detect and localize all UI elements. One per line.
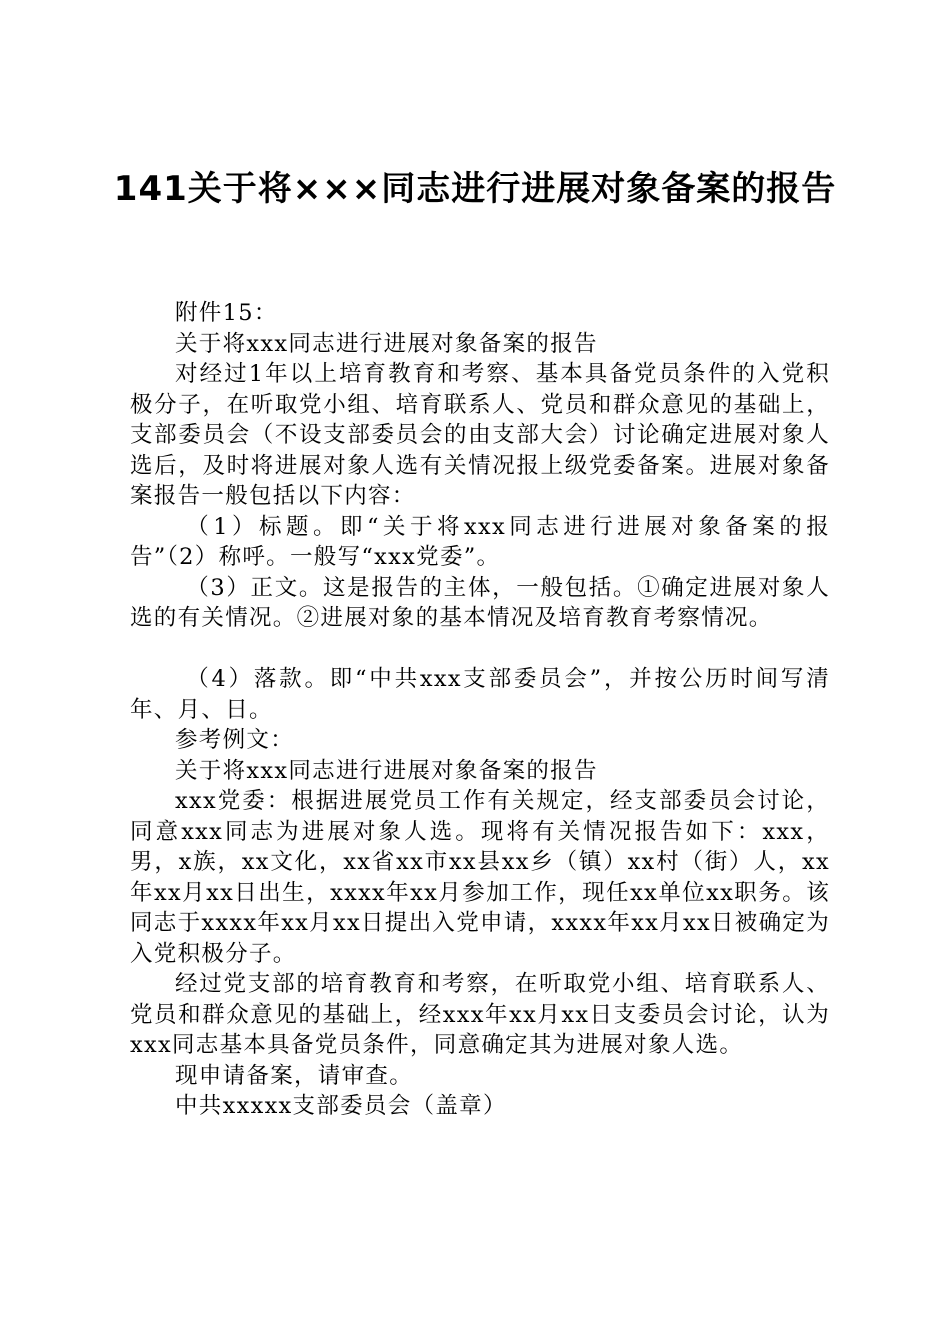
example-paragraph-2: 经过党支部的培育教育和考察，在听取党小组、培育联系人、党员和群众意见的基础上，经xxx年xx月xx日支委员会讨论，认为xxx同志基本具备党员条件，同意确定其为进展对象人选。 xyxy=(130,971,830,1058)
item-body: （3）正文。这是报告的主体，一般包括。①确定进展对象人选的有关情况。②进展对象的基本情况及培育教育考察情况。 xyxy=(130,574,830,631)
item-signature: （4）落款。即“中共xxx支部委员会”，并按公历时间写清年、月、日。 xyxy=(130,666,830,723)
item-title-salutation: （1）标题。即“关于将xxx同志进行进展对象备案的报告”（2）称呼。一般写“xxx党委”。 xyxy=(130,513,830,570)
example-signature: 中共xxxxx支部委员会（盖章） xyxy=(175,1093,507,1119)
document-title: 141关于将×××同志进行进展对象备案的报告 xyxy=(113,169,837,209)
attachment-label: 附件15： xyxy=(175,300,278,326)
example-heading: 关于将xxx同志进行进展对象备案的报告 xyxy=(175,757,598,784)
example-request: 现申请备案，请审查。 xyxy=(175,1062,414,1089)
example-paragraph-1: xxx党委：根据进展党员工作有关规定，经支部委员会讨论，同意xxx同志为进展对象人选。现将有关情况报告如下：xxx，男，x族，xx文化，xx省xx市xx县xx乡（镇）xx村（街）人，xx年xx月xx日出生，xxxx年xx月参加工作，现任xx单位xx职务。该同志于xxxx年xx月xx日提出入党申请，xxxx年xx月xx日被确定为入党积极分子。 xyxy=(130,788,830,967)
example-label: 参考例文： xyxy=(175,727,295,753)
document-body xyxy=(130,298,830,1122)
intro-paragraph: 对经过1年以上培育教育和考察、基本具备党员条件的入党积极分子，在听取党小组、培育联系人、党员和群众意见的基础上，支部委员会（不设支部委员会的由支部大会）讨论确定进展对象人选后，及时将进展对象人选有关情况报上级党委备案。进展对象备案报告一般包括以下内容： xyxy=(130,361,830,509)
section-heading: 关于将xxx同志进行进展对象备案的报告 xyxy=(175,330,598,357)
